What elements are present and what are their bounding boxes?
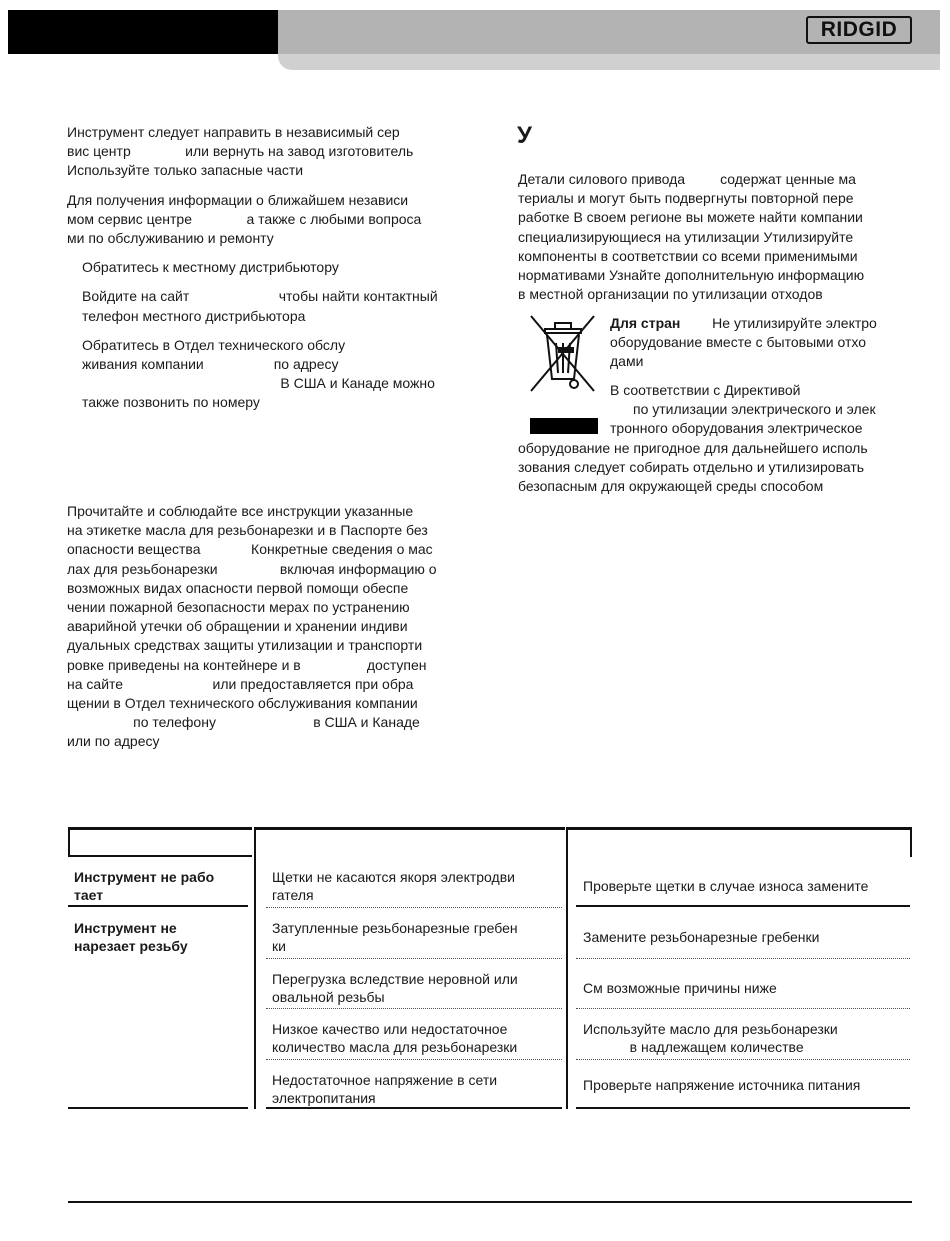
table-row-remedy (583, 979, 908, 997)
table-header-bottom (68, 855, 252, 857)
text-line: В соответствии с Директивой (610, 381, 801, 398)
text-line: компоненты в соответствии со всеми применимыми (518, 247, 858, 264)
table-bottom-line (68, 1107, 248, 1109)
text-line: Щетки не касаются якоря электродви (272, 869, 515, 885)
table-row-cause (272, 1020, 562, 1056)
table-header-line (568, 827, 912, 830)
text-line: аварийной утечки об обращении и хранении индиви (67, 618, 408, 635)
text-line: ровке приведены на контейнере и в доступен (67, 656, 427, 673)
text-line: Детали силового привода содержат ценные ма (518, 171, 856, 187)
text-line: на этикетке масла для резьбонарезки и в Паспорте без (67, 522, 428, 539)
text-line: Обратитесь в Отдел технического обслу (82, 336, 346, 353)
text-line: по утилизации электрического и элек (633, 400, 876, 417)
bullet-tech-service (67, 336, 462, 413)
text-line: гателя (272, 887, 314, 903)
table-row-problem (74, 919, 249, 955)
table-row-remedy (583, 877, 908, 895)
row-separator (266, 907, 562, 908)
text-line: щении в Отдел технического обслуживания компании (67, 695, 418, 712)
text-line: Затупленные резьбонарезные гребен (272, 920, 518, 936)
bullet-website (67, 287, 462, 325)
text-line: вис центр или вернуть на завод изготовитель (67, 143, 414, 160)
text-line: в надлежащем количестве (583, 1039, 804, 1055)
table-row-problem (74, 868, 249, 904)
eu-paragraph-continued (518, 439, 913, 497)
text-line: оборудование вместе с бытовыми отхо (610, 334, 866, 351)
text-line: Инструмент не (74, 920, 177, 936)
text-line (610, 314, 912, 333)
info-paragraph (67, 191, 462, 249)
text-line: См возможные причины ниже (583, 980, 777, 996)
row-separator (576, 905, 910, 907)
text-line: или по адресу (67, 733, 160, 750)
text-line: электропитания (272, 1090, 376, 1106)
table-row-cause (272, 970, 562, 1006)
text-line: Прочитайте и соблюдайте все инструкции указанные (67, 503, 414, 519)
text-line: мом сервис центре а также с любыми вопроса (67, 210, 422, 227)
text-line: работке В своем регионе вы можете найти компании (518, 209, 863, 226)
text-line: Проверьте напряжение источника питания (583, 1077, 861, 1093)
bullet-distributor (67, 258, 462, 277)
text-line: Инструмент не рабо (74, 869, 215, 885)
text-line: лах для резьбонарезки включая информацию о (67, 560, 437, 577)
table-row-remedy (583, 1076, 908, 1094)
text-line: нарезает резьбу (74, 938, 188, 954)
text-line: тает (74, 887, 104, 903)
footer-rule (68, 1201, 912, 1203)
table-border (910, 827, 912, 857)
text-line: безопасным для окружающей среды способом (518, 478, 824, 495)
column-divider (566, 827, 568, 1109)
row-separator (576, 1059, 910, 1060)
table-border (68, 827, 70, 857)
text-line: количество масла для резьбонарезки (272, 1039, 518, 1055)
text-line: специализирующиеся на утилизации Утилизируйте (518, 228, 854, 245)
text-line: также позвонить по номеру (82, 394, 260, 411)
text-line: Перегрузка вследствие неровной или (272, 971, 518, 987)
ridgid-logo: RIDGID (806, 16, 912, 44)
header-band (278, 54, 940, 70)
text-line: Обратитесь к местному дистрибьютору (82, 259, 339, 276)
text-line: овальной резьбы (272, 989, 385, 1005)
eu-paragraph (610, 314, 912, 438)
column-divider (254, 827, 256, 1109)
text-line: Недостаточное напряжение в сети (272, 1072, 498, 1088)
text-line: телефон местного дистрибьютора (82, 307, 306, 324)
bin-underline-bar (530, 418, 598, 434)
text-line: нормативами Узнайте дополнительную информацию (518, 267, 865, 284)
text-line: по телефону в США и Канаде (67, 714, 420, 731)
row-separator (266, 1059, 562, 1060)
crossed-out-bin-icon (528, 313, 598, 395)
table-header-line (255, 827, 565, 830)
text-line: зования следует собирать отдельно и утилизировать (518, 459, 865, 476)
recycling-paragraph (518, 170, 913, 304)
table-bottom-line (576, 1107, 910, 1109)
table-bottom-line (266, 1107, 562, 1109)
text-line: Используйте только запасные части (67, 162, 304, 179)
row-separator (266, 958, 562, 959)
section-heading: У (517, 122, 532, 149)
text-line: на сайте или предоставляется при обра (67, 675, 414, 692)
text-line: чении пожарной безопасности мерах по устранению (67, 599, 410, 616)
text-line: в местной организации по утилизации отходов (518, 286, 823, 303)
text-line: дами (610, 353, 644, 370)
text-line: В США и Канаде можно (82, 375, 435, 392)
text-line: Войдите на сайт чтобы найти контактный (82, 288, 438, 305)
text-line: ми по обслуживанию и ремонту (67, 230, 274, 247)
text-line: териалы и могут быть подвергнуты повторной пере (518, 190, 854, 207)
text-line: Проверьте щетки в случае износа замените (583, 878, 869, 894)
left-column (67, 123, 462, 413)
text-line: Используйте масло для резьбонарезки (583, 1021, 838, 1037)
text-line: ки (272, 938, 286, 954)
text-line: Низкое качество или недостаточное (272, 1021, 508, 1037)
table-row-cause (272, 868, 562, 904)
text-line: тронного оборудования электрическое (610, 420, 863, 437)
table-header-line (68, 827, 252, 830)
header-black-bar (8, 10, 278, 54)
text-line: Инструмент следует направить в независимый сер (67, 124, 400, 140)
troubleshooting-table (68, 827, 912, 1127)
text-line: дуальных средствах защиты утилизации и транспорти (67, 637, 423, 654)
table-row-cause (272, 1071, 562, 1107)
text-line: возможных видах опасности первой помощи обеспе (67, 579, 409, 596)
text-line: живания компании по адресу (82, 356, 339, 373)
service-paragraph (67, 123, 462, 181)
text-line: Для получения информации о ближайшем независи (67, 191, 409, 208)
table-row-remedy (583, 1020, 908, 1056)
text-line: опасности вещества Конкретные сведения о мас (67, 541, 433, 558)
row-separator (576, 1008, 910, 1009)
eu-bold-label: Для стран (610, 315, 681, 331)
text-line: Не утилизируйте электро (712, 315, 877, 331)
row-separator (576, 958, 910, 959)
text-line: оборудование не пригодное для дальнейшего исполь (518, 440, 868, 456)
table-row-cause (272, 919, 562, 955)
row-separator (68, 905, 248, 907)
oil-paragraph (67, 502, 462, 752)
table-row-remedy (583, 928, 908, 946)
text-line: Замените резьбонарезные гребенки (583, 929, 820, 945)
row-separator (266, 1008, 562, 1009)
